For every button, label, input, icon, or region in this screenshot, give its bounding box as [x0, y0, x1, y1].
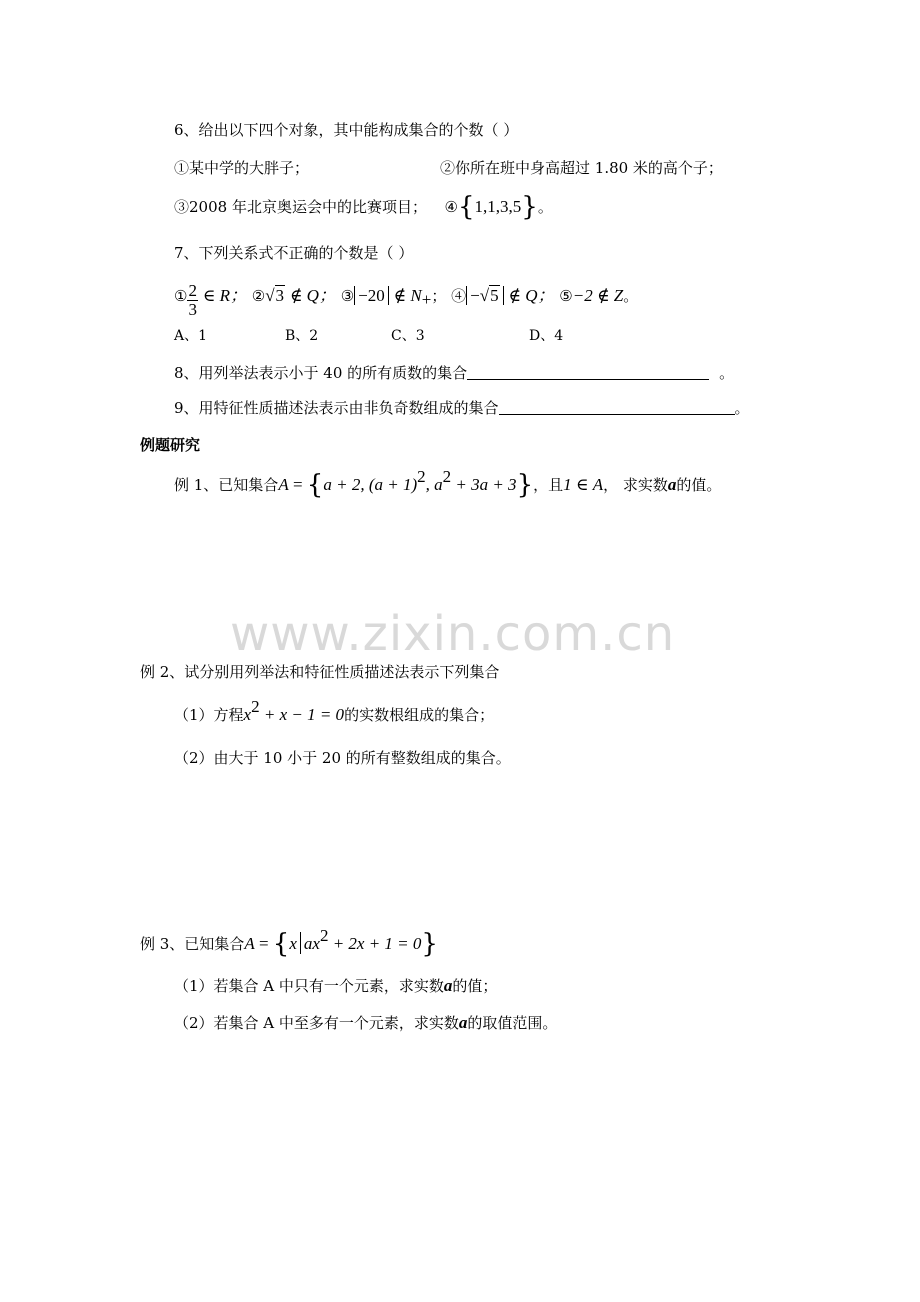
q6-option-4-set: 1,1,3,5 — [474, 197, 522, 216]
q7-item4-rel: ∉ Q； — [508, 286, 555, 305]
q7-item4-abs: −√5 — [466, 286, 503, 305]
q7-choice-c: C、3 — [391, 328, 425, 344]
ex3-p1-variable: a — [443, 976, 453, 995]
q7-stem: 7、下列关系式不正确的个数是（ ） — [174, 244, 414, 262]
ex2-exponent: 2 — [251, 697, 260, 716]
ex2-part-1 — [174, 697, 495, 725]
q6-option-4-mark: ④ — [444, 198, 458, 216]
ex3-variable-x: x — [289, 934, 297, 953]
ex1-variable: a — [667, 475, 677, 494]
q9 — [174, 398, 750, 418]
q8 — [174, 363, 734, 383]
q7-choice-a: A、1 — [174, 328, 208, 344]
q7-end: 。 — [623, 287, 639, 305]
ex3-p1-prefix: （1）若集合 A 中只有一个元素，求实数 — [174, 977, 444, 995]
q7-item3-rel: ∉ N — [393, 286, 422, 305]
ex1 — [174, 467, 722, 500]
q6-end: 。 — [537, 198, 553, 216]
right-brace: } — [516, 470, 534, 500]
q8-end: 。 — [719, 364, 735, 382]
ex3-p1-suffix: 的值； — [452, 977, 498, 995]
q6-option-2: ②你所在班中身高超过 1.80 米的高个子； — [440, 159, 723, 177]
q7-item4-mark: ④ — [451, 287, 467, 305]
ex3-condition-a: ax — [303, 934, 320, 953]
q7-item1-rel: ∈ R； — [202, 286, 247, 305]
q7-item2-radicand: 3 — [275, 286, 285, 305]
right-brace: } — [521, 192, 538, 222]
ex2-p1-prefix: （1）方程 — [174, 706, 244, 724]
q7-item3-mark: ③ — [340, 287, 355, 305]
ex3-part-1 — [174, 976, 497, 996]
q7-relations — [174, 282, 638, 319]
q9-answer-blank[interactable] — [499, 400, 735, 415]
ex2-stem: 例 2、试分别用列举法和特征性质描述法表示下列集合 — [140, 663, 500, 681]
right-brace: } — [421, 929, 438, 959]
q7-item2-mark: ② — [251, 287, 266, 305]
ex1-equals: = — [288, 475, 307, 494]
minus-sign: − — [470, 286, 480, 305]
q7-item3-abs: −20 — [354, 286, 389, 305]
q8-stem: 8、用列举法表示小于 40 的所有质数的集合 — [174, 364, 468, 382]
left-brace: { — [457, 192, 475, 222]
ex3-p2-prefix: （2）若集合 A 中至多有一个元素，求实数 — [174, 1014, 459, 1032]
fraction-two-thirds — [187, 282, 198, 319]
ex2-p1-suffix: 的实数根组成的集合； — [344, 706, 495, 724]
left-brace: { — [306, 470, 324, 500]
q6-option-3: ③2008 年北京奥运会中的比赛项目； — [174, 198, 427, 216]
ex1-element-1: a + 2, (a + 1) — [323, 475, 418, 494]
q7-choice-b: B、2 — [285, 328, 319, 344]
ex3 — [140, 926, 438, 959]
ex1-exponent-1: 2 — [417, 467, 426, 486]
watermark: www.zixin.com.cn — [230, 606, 676, 662]
ex3-p2-suffix: 的取值范围。 — [467, 1014, 558, 1032]
q7-item5-expr: −2 ∉ Z — [572, 286, 624, 305]
ex3-part-2 — [174, 1013, 557, 1033]
ex1-suffix: ， 求实数 — [603, 476, 668, 494]
ex1-set-name: A — [278, 475, 289, 494]
q6-option-3-4 — [174, 192, 553, 222]
q9-stem: 9、用特征性质描述法表示由非负奇数组成的集合 — [174, 399, 499, 417]
fraction-denominator: 3 — [188, 300, 197, 319]
section-title: 例题研究 — [140, 436, 201, 454]
ex3-set-name: A — [244, 934, 255, 953]
ex1-element-2: , a — [425, 475, 443, 494]
ex2-equation-rest: + x − 1 = 0 — [259, 705, 345, 724]
ex2-equation-x: x — [243, 705, 252, 724]
q7-item3-sub: + — [421, 290, 432, 309]
q7-item5-mark: ⑤ — [559, 287, 573, 305]
ex1-exponent-2: 2 — [442, 467, 452, 486]
q6-option-1: ①某中学的大胖子； — [174, 159, 310, 177]
ex3-p2-variable: a — [458, 1013, 468, 1032]
ex1-end: 的值。 — [676, 476, 722, 494]
q6-stem: 6、给出以下四个对象，其中能构成集合的个数（ ） — [174, 121, 519, 139]
q7-choice-d: D、4 — [529, 328, 564, 344]
ex3-equals: = — [254, 934, 273, 953]
ex1-condition: 1 ∈ A — [563, 475, 604, 494]
q7-item2-rel: ∉ Q； — [289, 286, 336, 305]
ex3-prefix: 例 3、已知集合 — [140, 935, 245, 953]
q9-end: 。 — [734, 399, 750, 417]
left-brace: { — [272, 929, 290, 959]
q7-item4-radicand: 5 — [490, 286, 499, 305]
ex2-part-2: （2）由大于 10 小于 20 的所有整数组成的集合。 — [174, 749, 511, 767]
sqrt-symbol: √ — [265, 286, 275, 305]
ex1-mid: ，且 — [533, 476, 564, 494]
q8-answer-blank[interactable] — [467, 365, 709, 380]
ex1-element-3: + 3a + 3 — [451, 475, 517, 494]
ex3-exponent: 2 — [319, 926, 329, 945]
ex3-condition-b: + 2x + 1 = 0 — [328, 934, 422, 953]
q7-item3-sep: ； — [431, 287, 447, 305]
ex1-prefix: 例 1、已知集合 — [174, 476, 279, 494]
fraction-numerator: 2 — [188, 281, 197, 300]
q7-item1-mark: ① — [174, 287, 188, 305]
set-builder-bar — [300, 932, 301, 954]
